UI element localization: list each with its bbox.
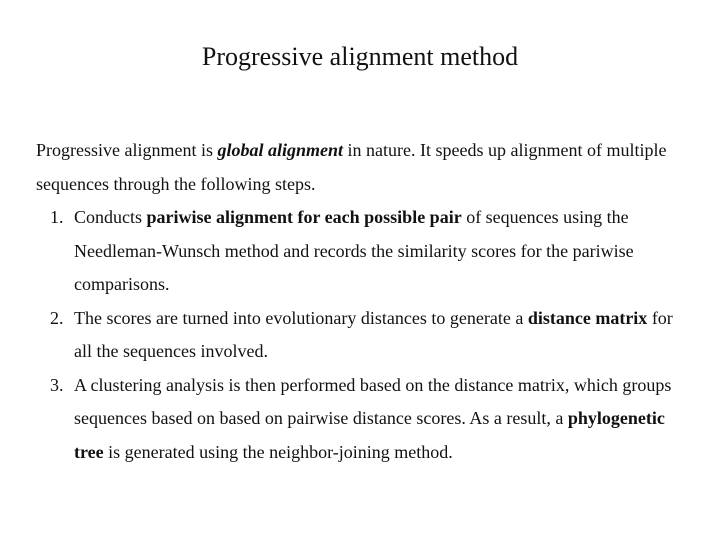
step-text-end: for all the sequences involved. <box>74 307 673 361</box>
step-bold-term: pariwise alignment for each possible pair <box>146 207 462 227</box>
step-bold-term: distance matrix <box>527 307 648 328</box>
intro-paragraph <box>36 134 676 201</box>
step-text-start: Conducts <box>74 207 147 227</box>
steps-list <box>36 201 676 469</box>
step-text-end: is generated using the neighbor-joining method. <box>103 441 453 462</box>
step-number: 1. <box>50 207 64 227</box>
step-item-1 <box>36 201 676 302</box>
content-body <box>36 134 676 469</box>
intro-text-start: Progressive alignment is <box>36 140 218 160</box>
step-number: 2. <box>50 307 64 328</box>
page-title: Progressive alignment method <box>201 42 519 71</box>
intro-text-end: in nature. It speeds up alignment of multiple sequences through the following steps. <box>36 140 667 194</box>
step-text-end: of sequences using the Needleman-Wunsch method and records the similarity scores for the pariwise comparisons. <box>74 207 634 294</box>
step-item-3 <box>36 369 676 470</box>
step-text-start: A clustering analysis is then performed based on the distance matrix, which groups sequences based on based on pairwise distance scores. As a result, a <box>74 374 672 428</box>
intro-emphasis: global alignment <box>217 140 344 160</box>
step-number: 3. <box>50 374 64 395</box>
step-item-2 <box>36 302 676 369</box>
step-text-start: The scores are turned into evolutionary distances to generate a <box>74 307 528 328</box>
step-bold-term: phylogenetic tree <box>74 408 665 462</box>
